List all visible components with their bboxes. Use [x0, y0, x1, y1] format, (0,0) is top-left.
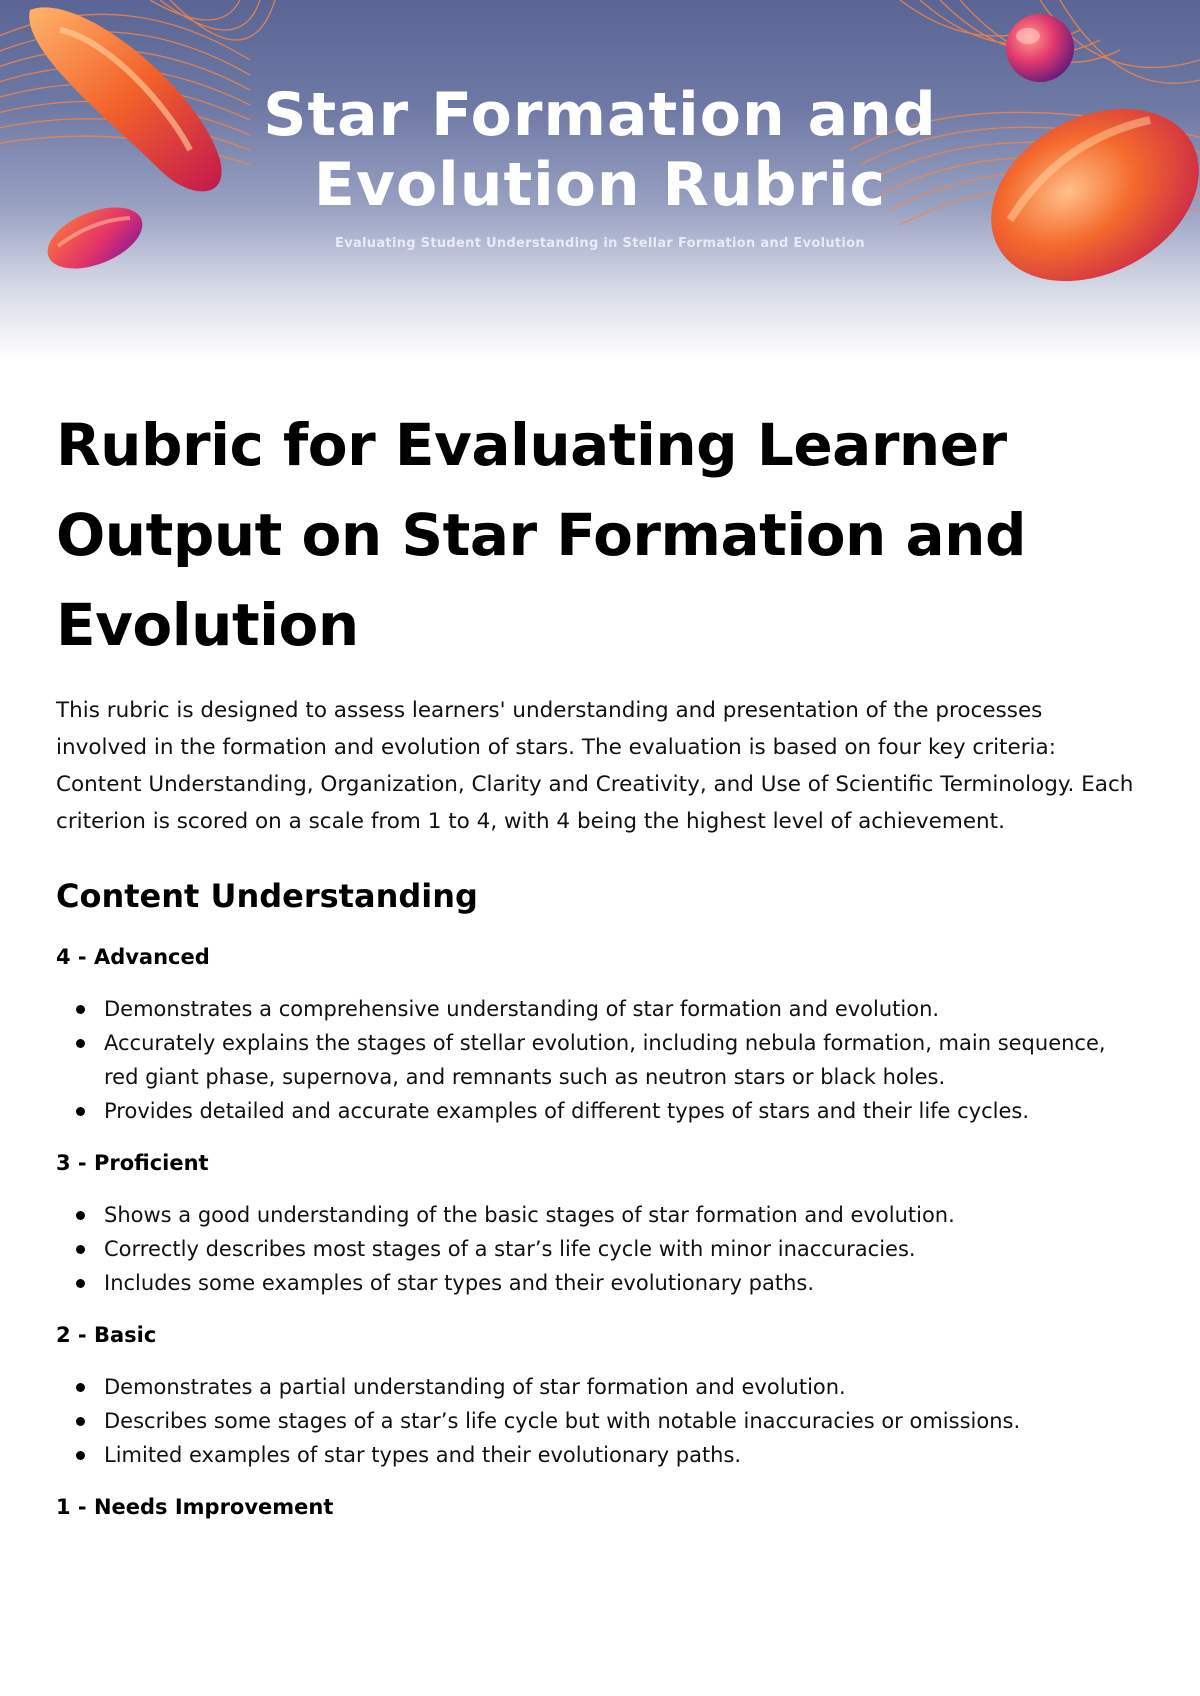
list-item-text: Demonstrates a partial understanding of star formation and evolution.	[104, 1375, 846, 1399]
bullet-icon	[76, 1279, 85, 1288]
list-item	[56, 1026, 1136, 1094]
bullet-icon	[76, 1245, 85, 1254]
list-item-text: Describes some stages of a star’s life cycle but with notable inaccuracies or omissions.	[104, 1409, 1021, 1433]
level-heading: 2 - Basic	[56, 1323, 157, 1347]
level-needs-improvement	[56, 1492, 1136, 1522]
list-item-text: Provides detailed and accurate examples of different types of stars and their life cycles.	[104, 1099, 1030, 1123]
bullet-icon	[76, 1417, 85, 1426]
list-item-text: Correctly describes most stages of a star’s life cycle with minor inaccuracies.	[104, 1237, 916, 1261]
bullet-icon	[76, 1005, 85, 1014]
list-item	[56, 1266, 1136, 1300]
level-heading: 1 - Needs Improvement	[56, 1495, 334, 1519]
bullet-icon	[76, 1383, 85, 1392]
list-item-text: Demonstrates a comprehensive understanding of star formation and evolution.	[104, 997, 940, 1021]
list-item	[56, 1438, 1136, 1472]
list-item-text: Accurately explains the stages of stellar evolution, including nebula formation, main sequence, red giant phase, supernova, and remnants such as neutron stars or black holes.	[104, 1031, 1106, 1089]
banner-title-line-1: Star Formation and	[263, 80, 937, 150]
list-item-text: Includes some examples of star types and their evolutionary paths.	[104, 1271, 815, 1295]
level-proficient	[56, 1148, 1136, 1300]
level-advanced	[56, 942, 1136, 1128]
list-item	[56, 1198, 1136, 1232]
list-item	[56, 1370, 1136, 1404]
header-banner	[0, 0, 1200, 360]
bullet-icon	[76, 1039, 85, 1048]
level-heading: 4 - Advanced	[56, 945, 210, 969]
bullet-icon	[76, 1451, 85, 1460]
document-title: Rubric for Evaluating Learner Output on Star Formation and Evolution	[56, 411, 1026, 659]
criteria-list	[56, 1198, 1136, 1300]
level-heading: 3 - Proficient	[56, 1151, 209, 1175]
criteria-list	[56, 1370, 1136, 1472]
banner-title-line-2: Evolution Rubric	[313, 150, 887, 220]
bullet-icon	[76, 1211, 85, 1220]
list-item	[56, 1232, 1136, 1266]
list-item-text: Limited examples of star types and their evolutionary paths.	[104, 1443, 742, 1467]
small-ball-shape	[1006, 14, 1074, 82]
list-item	[56, 1404, 1136, 1438]
bullet-icon	[76, 1107, 85, 1116]
banner-subtitle: Evaluating Student Understanding in Stellar Formation and Evolution	[335, 236, 865, 251]
document-body	[56, 400, 1136, 1522]
banner-title	[0, 80, 1200, 220]
list-item	[56, 1094, 1136, 1128]
section-title-content-understanding: Content Understanding	[56, 877, 478, 915]
list-item-text: Shows a good understanding of the basic stages of star formation and evolution.	[104, 1203, 955, 1227]
level-basic	[56, 1320, 1136, 1472]
criteria-list	[56, 992, 1136, 1128]
intro-paragraph: This rubric is designed to assess learners' understanding and presentation of the processes involved in the formation and evolution of stars. The evaluation is based on four key criteria: Content Understanding, Organization, Clarity and Creativity, and Use of Scientific Terminology. Each criterion is scored on a scale from 1 to 4, with 4 being the highest level of achievement.	[56, 698, 1134, 834]
list-item	[56, 992, 1136, 1026]
